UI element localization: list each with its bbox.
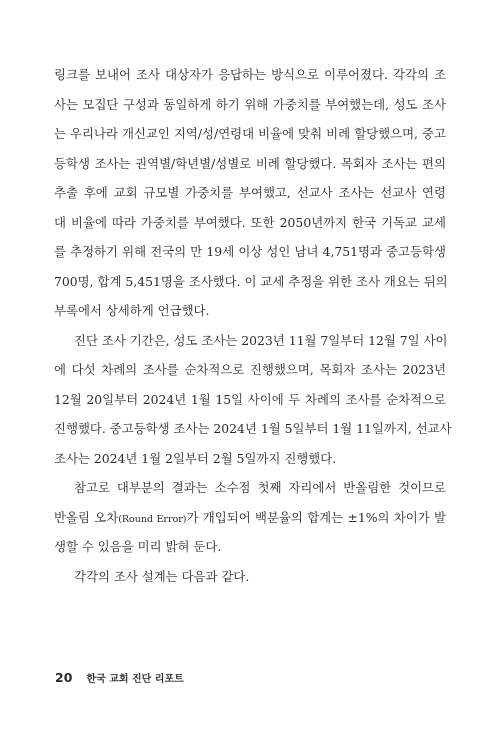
text-line: 사는 모집단 구성과 동일하게 하기 위해 가중치를 부여했는데, 성도 조사 [54,96,446,112]
text-line: 700명, 합계 5,451명을 조사했다. 이 교세 추정을 위한 조사 개요는 뒤의 [54,273,448,289]
round-error-term: (Round Error) [118,513,187,525]
text-line: 생할 수 있음을 미리 밝혀 둔다. [54,539,222,554]
text-line: 12월 20일부터 2024년 1월 15일 사이에 두 차례의 조사를 순차적으로 [54,391,446,407]
text-line: 부록에서 상세하게 언급했다. [54,303,210,318]
text-line: 참고로 대부분의 결과는 소수점 첫째 자리에서 반올림한 것이므로 [74,480,446,495]
text-line: 진행했다. 중고등학생 조사는 2024년 1월 5일부터 1월 11일까지, 선교사 [54,421,452,436]
page-footer [55,670,184,685]
text-line: 추출 후에 교회 규모별 가중치를 부여했고, 선교사 조사는 선교사 연령 [54,185,446,200]
text-line: 각각의 조사 설계는 다음과 같다. [74,568,250,584]
text-line: 를 추정하기 위해 전국의 만 19세 이상 성인 남녀 4,751명과 중고등학생 [54,244,446,259]
page-number: 20 [55,670,73,685]
body-text [54,60,452,591]
text-segment: 반올림 오차 [54,509,119,525]
paragraph-design-intro [54,562,446,592]
text-segment: 가 개입되어 백분율의 합계는 ±1%의 차이가 발 [186,509,446,525]
text-line: 등학생 조사는 권역별/학년별/성별로 비례 할당했다. 목회자 조사는 편의 [54,155,446,171]
text-line: 대 비율에 따라 가중치를 부여했다. 또한 2050년까지 한국 기독교 교세 [54,214,446,230]
paragraph-survey-period [54,326,452,474]
running-title: 한국 교회 진단 리포트 [86,674,184,685]
text-line: 링크를 보내어 조사 대상자가 응답하는 방식으로 이루어졌다. 각각의 조 [54,67,446,82]
text-line: 는 우리나라 개신교인 지역/성/연령대 비율에 맞춰 비례 할당했으며, 중고 [54,126,446,141]
paragraph-survey-method [54,60,446,326]
text-line: 진단 조사 기간은, 성도 조사는 2023년 11월 7일부터 12월 7일 사이 [74,332,448,348]
paragraph-rounding-note [54,473,446,562]
text-line [54,503,446,533]
text-line: 에 다섯 차례의 조사를 순차적으로 진행했으며, 목회자 조사는 2023년 [54,362,446,377]
text-line: 조사는 2024년 1월 2일부터 2월 5일까지 진행했다. [54,450,337,466]
